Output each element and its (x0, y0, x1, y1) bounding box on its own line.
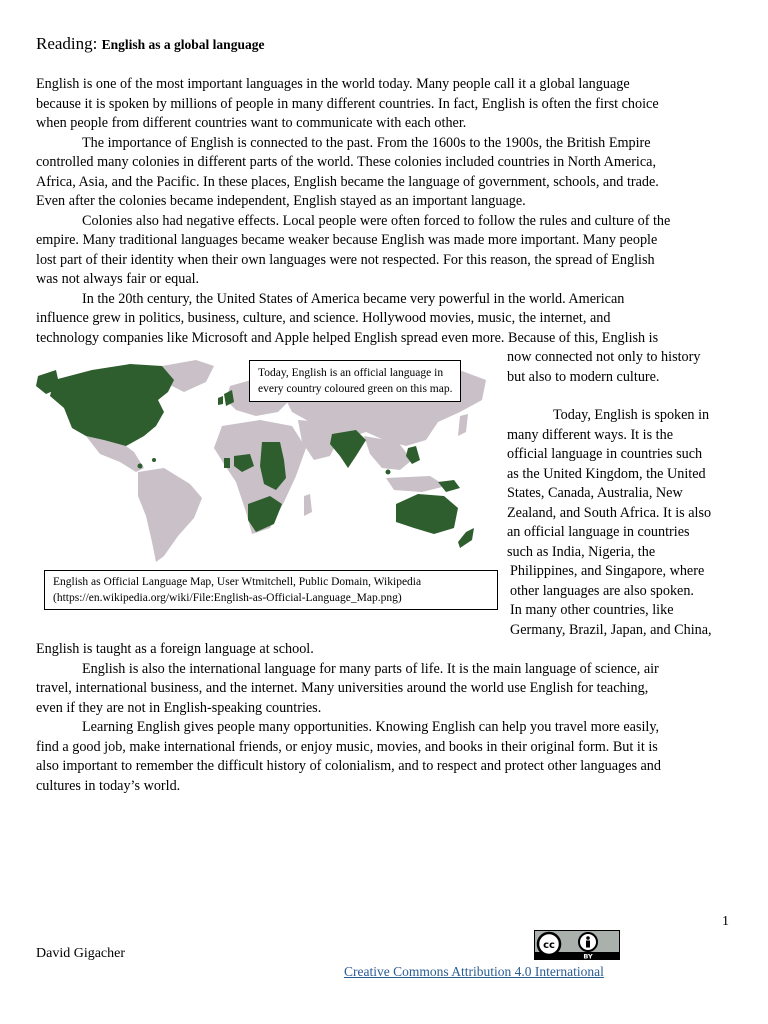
license-link[interactable]: Creative Commons Attribution 4.0 International (344, 964, 604, 979)
line: find a good job, make international friends, or enjoy music, movies, and books in their original form. But it is (36, 738, 658, 755)
line: lost part of their identity when their own languages were not respected. For this reason, the spread of English (36, 251, 655, 268)
page-number: 1 (722, 914, 729, 929)
side-line: as the United Kingdom, the United (507, 465, 706, 482)
line: was not always fair or equal. (36, 271, 200, 287)
new-zealand (458, 528, 474, 548)
title-text: English as a global language (101, 37, 265, 52)
line: also important to remember the difficult history of colonialism, and to respect and protect other languages and (36, 758, 661, 774)
caribbean-island (152, 458, 156, 462)
line: English is also the international language for many parts of life. It is the main language of science, air (82, 660, 659, 677)
papua (438, 480, 460, 492)
line: The importance of English is connected to the past. From the 1600s to the 1900s, the British Empire (82, 134, 651, 151)
japan (458, 414, 468, 436)
line: even if they are not in English-speaking countries. (36, 699, 322, 716)
side-line: such as India, Nigeria, the (507, 543, 656, 560)
ghana (224, 458, 230, 468)
side-line: other languages are also spoken. (510, 582, 694, 599)
map-callout (249, 360, 461, 402)
caption-line: English as Official Language Map, User Wtmitchell, Public Domain, Wikipedia (53, 576, 422, 588)
indonesia (386, 476, 446, 492)
side-line: Philippines, and Singapore, where (510, 563, 705, 579)
ireland (218, 396, 223, 405)
map-caption (44, 570, 498, 610)
line: controlled many colonies in different parts of the world. These colonies included countries in North America, (36, 154, 657, 170)
singapore (386, 470, 391, 475)
side-line: Germany, Brazil, Japan, and China, (510, 621, 712, 638)
side-line: an official language in countries (507, 524, 690, 540)
line: cultures in today’s world. (36, 777, 181, 794)
side-line: but also to modern culture. (507, 368, 660, 385)
line: Africa, Asia, and the Pacific. In these places, English became the language of government, schools, and trade. (36, 173, 659, 190)
india (330, 430, 366, 468)
cc-by-badge (534, 930, 620, 960)
badge-by-text: BY (583, 952, 593, 960)
callout-line: every country coloured green on this map. (258, 383, 453, 395)
madagascar (304, 494, 312, 516)
jamaica (138, 464, 143, 469)
side-line: now connected not only to history (507, 349, 701, 365)
line: because it is spoken by millions of people in many different countries. In fact, English is often the first choice (36, 95, 659, 112)
author-name: David Gigacher (36, 946, 126, 961)
south-america (138, 468, 202, 562)
page-title (36, 34, 264, 54)
side-line: In many other countries, like (510, 602, 674, 618)
side-line: Today, English is spoken in (553, 407, 710, 423)
callout-line: Today, English is an official language in (258, 367, 444, 379)
line: influence grew in politics, business, culture, and science. Hollywood movies, music, the internet, and (36, 310, 611, 326)
line: Even after the colonies became independent, English stayed as an important language. (36, 193, 526, 209)
line: English is one of the most important languages in the world today. Many people call it a global language (36, 76, 630, 92)
svg-text:cc: cc (543, 940, 555, 951)
australia (396, 494, 458, 534)
line: technology companies like Microsoft and Apple helped English spread even more. Because of this, English is (36, 329, 659, 346)
side-line: many different ways. It is the (507, 426, 674, 443)
line: travel, international business, and the internet. Many universities around the world use English for teaching, (36, 680, 649, 696)
line: English is taught as a foreign language at school. (36, 641, 314, 657)
world-map-figure (34, 356, 496, 568)
line: Learning English gives people many opportunities. Knowing English can help you travel more easily, (82, 719, 660, 735)
side-line: States, Canada, Australia, New (507, 485, 683, 501)
caption-line: (https://en.wikipedia.org/wiki/File:English-as-Official-Language_Map.png) (53, 592, 402, 604)
line: when people from different countries want to communicate with each other. (36, 115, 467, 131)
title-prefix: Reading: (36, 34, 102, 53)
line: Colonies also had negative effects. Local people were often forced to follow the rules and culture of the (82, 212, 671, 229)
side-line: official language in countries such (507, 446, 703, 462)
north-america-english (50, 364, 174, 446)
line: In the 20th century, the United States of America became very powerful in the world. American (82, 290, 625, 307)
side-line: Zealand, and South Africa. It is also (507, 504, 712, 521)
line: empire. Many traditional languages became weaker because English was made more important. Many people (36, 232, 658, 248)
